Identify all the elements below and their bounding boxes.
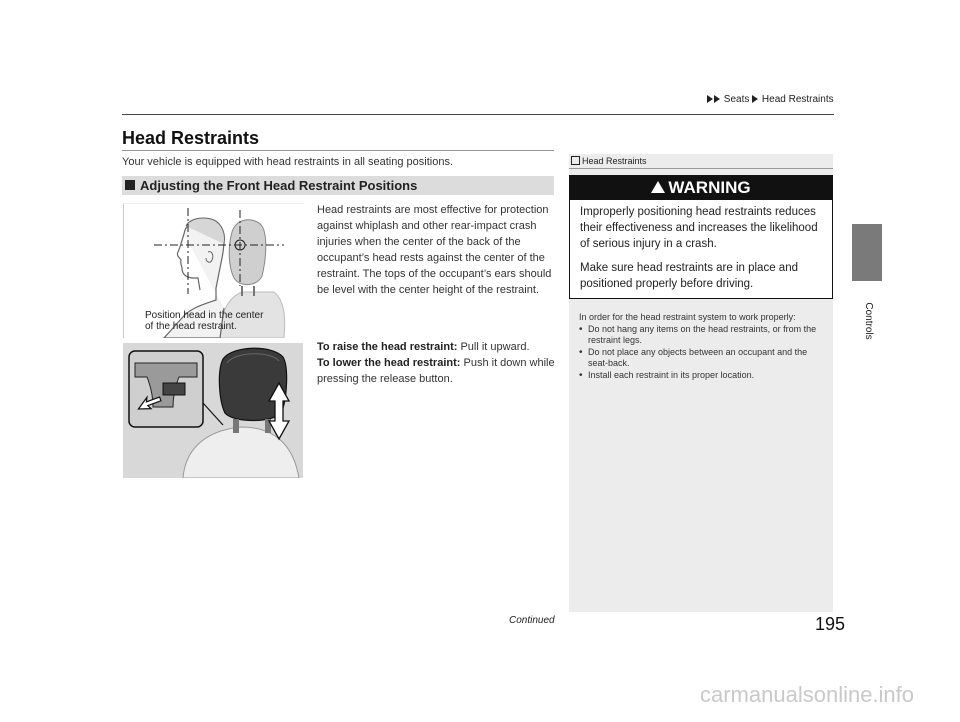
adjust-instructions [317,339,557,387]
caption-line-2: of the head restraint. [145,321,237,332]
lower-text: Push it down while pressing the release button. [317,357,555,385]
raise-label: To raise the head restraint: [317,341,458,353]
warning-header [570,176,832,200]
breadcrumb [707,94,834,105]
figure-caption [145,310,263,332]
header-divider [122,114,834,115]
notes-list [579,324,827,382]
sidebar-divider [569,168,833,169]
intro-text: Your vehicle is equipped with head restraints in all seating positions. [122,156,454,168]
warning-triangle-icon [651,181,665,193]
warning-text-2: Make sure head restraints are in place and positioned properly before driving. [580,262,798,290]
adjust-restraint-illustration [123,343,303,478]
title-divider [122,150,554,151]
breadcrumb-arrow-icon [714,95,720,103]
reference-box-icon [571,156,580,165]
lower-instruction [317,355,557,387]
warning-title: WARNING [668,178,751,197]
raise-instruction [317,339,557,355]
page-number: 195 [815,614,846,634]
section-square-icon [125,180,135,190]
sidebar-notes [579,312,827,381]
sidebar-ref-label: Head Restraints [582,156,647,166]
warning-text-1: Improperly positioning head restraints reduces their effectiveness and increases the likelihood of serious injury in a crash. [580,206,818,250]
lower-label: To lower the head restraint: [317,357,461,369]
chapter-tab-label: Controls [863,302,874,340]
breadcrumb-page[interactable]: Head Restraints [761,94,834,105]
raise-text: Pull it upward. [460,341,530,353]
list-item: • Do not hang any items on the head restraints, or from the restraint legs. [579,324,827,347]
section-title: Adjusting the Front Head Restraint Positions [140,178,418,193]
body-paragraph: Head restraints are most effective for protection against whiplash and other rear-impact crash injuries when the center of the back of the occupant’s head rests against the center of the restraint. The tops of the occupant’s ears should be level with the center height of the restraint. [317,204,552,296]
watermark: carmanualsonline.info [700,682,915,707]
breadcrumb-arrow-icon [752,95,758,103]
chapter-tab[interactable] [852,224,882,281]
breadcrumb-section[interactable]: Seats [723,94,750,105]
page-title: Head Restraints [122,128,260,148]
caption-line-1: Position head in the center [145,310,264,321]
list-item: • Install each restraint in its proper location. [579,370,827,382]
sidebar-ref-title [571,156,647,166]
warning-box [569,175,833,299]
notes-intro: In order for the head restraint system to work properly: [579,312,796,322]
section-header [122,176,554,195]
list-item: • Do not place any objects between an occupant and the seat-back. [579,347,827,370]
head-restraint-adjust-icon [123,343,303,478]
breadcrumb-arrow-icon [707,95,713,103]
continued-label: Continued [509,615,555,626]
